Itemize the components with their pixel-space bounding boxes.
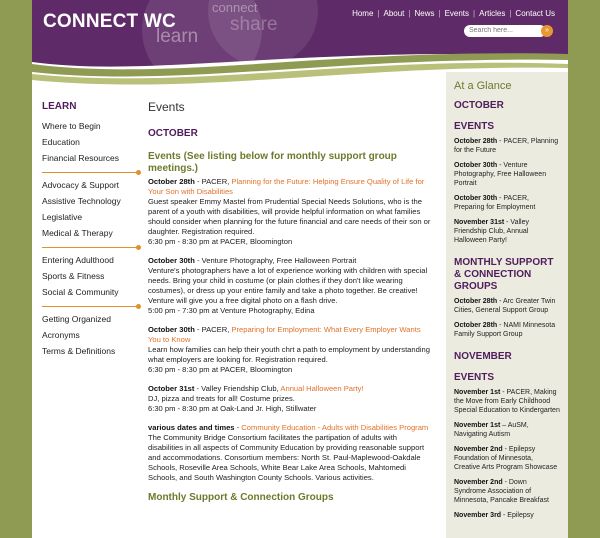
event-host: - PACER, [194, 325, 232, 334]
event-host: - Venture Photography, Free Halloween Portrait [194, 256, 357, 265]
event-link[interactable]: Annual Halloween Party! [280, 384, 364, 393]
event-date: October 28th [148, 177, 195, 186]
sidebar-item-sports-fitness[interactable]: Sports & Fitness [42, 271, 105, 281]
glance-event[interactable] [454, 218, 560, 245]
sidebar-nav [42, 101, 138, 359]
event-item [148, 177, 432, 247]
sidebar-item-getting-organized[interactable]: Getting Organized [42, 314, 111, 324]
sidebar-item-social-community[interactable]: Social & Community [42, 287, 119, 297]
event-item [148, 384, 432, 414]
event-body: Guest speaker Emmy Mastel from Prudential Special Needs Solutions, who is the parent of a youth with disabilities, will provide helpful information on what families should consider when planning for the future financial and care needs of their son or daughter. Registration required. [148, 197, 431, 236]
event-body: Venture's photographers have a lot of experience working with children with special needs. Bring your child in costume (or plain clothes if they don't like wearing costumes), or dress up your entire family and take a photo together. Be creative! Venture will give you a free digital photo on a flash drive. [148, 266, 428, 305]
nav-separator: | [509, 9, 512, 18]
nav-contact-us[interactable]: Contact Us [515, 9, 555, 18]
event-host: - [234, 423, 242, 432]
sidebar-divider [42, 306, 138, 307]
glance-event[interactable] [454, 511, 560, 520]
event-link[interactable]: Planning for the Future: Helping Ensure Quality of Life for Your Son with Disabilities [148, 177, 425, 196]
glance-event-date: October 28th [454, 138, 498, 145]
event-item [148, 423, 432, 483]
nav-events[interactable]: Events [444, 9, 470, 18]
glance-event-date: October 30th [454, 195, 498, 202]
search-go-icon[interactable]: » [541, 25, 553, 37]
top-nav [348, 9, 559, 18]
event-time: 6:30 pm - 8:30 pm at Oak-Land Jr. High, Stillwater [148, 404, 317, 413]
at-a-glance-panel [446, 72, 568, 538]
event-host: - Valley Friendship Club, [194, 384, 281, 393]
sidebar-item-legislative[interactable]: Legislative [42, 212, 83, 222]
page [32, 0, 568, 538]
main-content [148, 100, 432, 503]
event-time: 5:00 pm - 7:30 pm at Venture Photography, Edina [148, 306, 315, 315]
glance-event-date: November 1st [454, 422, 501, 429]
nav-separator: | [377, 9, 380, 18]
glance-event[interactable] [454, 421, 560, 439]
tagline-share: share [230, 14, 278, 35]
glance-month-november: NOVEMBER [454, 351, 512, 362]
glance-event-date: October 28th [454, 298, 498, 305]
event-time: 6:30 pm - 8:30 pm at PACER, Bloomington [148, 237, 293, 246]
tagline-connect: connect [212, 0, 258, 15]
sidebar-item-assistive-technology[interactable]: Assistive Technology [42, 196, 121, 206]
event-date: October 30th [148, 256, 195, 265]
glance-event[interactable] [454, 445, 560, 472]
page-title: Events [148, 100, 185, 114]
event-date: various dates and times [148, 423, 235, 432]
event-body: The Community Bridge Consortium facilitates the partipation of adults with disabilities in all aspects of Community Education by providing reasonable support and accommodations. Consortium members: North St. Paul-Maplewood-Oakdale Schools, Roseville Area Schools, White Bear Lake Area Schools, Mahtomedi Schools, and South Washington County Schools. Various activities. [148, 433, 425, 482]
event-body: DJ, pizza and treats for all! Costume prizes. [148, 394, 295, 403]
month-heading: OCTOBER [148, 128, 198, 139]
event-link[interactable]: Community Education - Adults with Disabilities Program [241, 423, 429, 432]
sidebar-divider [42, 172, 138, 173]
glance-event[interactable] [454, 137, 560, 155]
glance-event-text: - PACER, Making the Move from Early Childhood Special Education to Kindergarten [454, 389, 560, 414]
glance-events-heading: EVENTS [454, 121, 495, 132]
glance-event[interactable] [454, 161, 560, 188]
glance-event-text: - PACER, Planning for the Future [454, 138, 559, 154]
events-heading: Events (See listing below for monthly support group meetings.) [148, 151, 397, 174]
sidebar-item-advocacy-support[interactable]: Advocacy & Support [42, 180, 120, 190]
search-input[interactable] [464, 25, 546, 37]
glance-support-item[interactable] [454, 321, 560, 339]
glance-events-heading: EVENTS [454, 372, 495, 383]
nav-separator: | [438, 9, 441, 18]
sidebar-item-financial-resources[interactable]: Financial Resources [42, 153, 120, 163]
nav-about[interactable]: About [383, 9, 405, 18]
glance-event-date: October 30th [454, 162, 498, 169]
event-body: Learn how families can help their youth chrt a path to employment by understanding what employers are looking for. Registration required. [148, 345, 430, 364]
sidebar-item-acronyms[interactable]: Acronyms [42, 330, 80, 340]
event-item [148, 325, 432, 375]
sidebar-item-terms-definitions[interactable]: Terms & Definitions [42, 346, 116, 356]
event-host: - PACER, [194, 177, 232, 186]
glance-support-item[interactable] [454, 297, 560, 315]
divider-dot-icon [136, 170, 141, 175]
glance-event-date: November 31st [454, 219, 505, 226]
glance-event-text: – AuSM, Navigating Autism [454, 422, 529, 438]
sidebar-item-where-to-begin[interactable]: Where to Begin [42, 121, 101, 131]
glance-event-text: - Venture Photography, Free Halloween Portrait [454, 162, 547, 187]
sidebar-item-education[interactable]: Education [42, 137, 80, 147]
nav-separator: | [473, 9, 476, 18]
event-date: October 30th [148, 325, 195, 334]
monthly-groups-heading: Monthly Support & Connection Groups [148, 492, 334, 503]
site-logo[interactable]: CONNECT WC [43, 11, 176, 32]
nav-articles[interactable]: Articles [479, 9, 506, 18]
glance-event-date: November 2nd [454, 446, 503, 453]
tagline-learn: learn [156, 26, 199, 47]
glance-event-date: November 1st [454, 389, 501, 396]
nav-separator: | [408, 9, 411, 18]
nav-home[interactable]: Home [352, 9, 374, 18]
nav-news[interactable]: News [414, 9, 435, 18]
sidebar-title: LEARN [42, 101, 77, 112]
sidebar-divider [42, 247, 138, 248]
glance-event[interactable] [454, 478, 560, 505]
event-item [148, 256, 432, 316]
glance-month-october: OCTOBER [454, 100, 504, 111]
glance-event-date: November 3rd [454, 512, 502, 519]
glance-event-date: October 28th [454, 322, 498, 329]
glance-event-date: November 2nd [454, 479, 503, 486]
event-link[interactable]: Preparing for Employment: What Every Employer Wants You to Know [148, 325, 421, 344]
event-time: 6:30 pm - 8:30 pm at PACER, Bloomington [148, 365, 293, 374]
glance-support-heading: MONTHLY SUPPORT & CONNECTION GROUPS [454, 257, 554, 292]
sidebar-item-medical-therapy[interactable]: Medical & Therapy [42, 228, 113, 238]
glance-event-text: - Arc Greater Twin Cities, General Support Group [454, 298, 556, 314]
glance-event-text: - Down Syndrome Association of Minnesota, Pancake Breakfast [454, 479, 549, 504]
glance-event-text: - Epilepsy Foundation of Minnesota, Creative Arts Program Showcase [454, 446, 558, 471]
divider-dot-icon [136, 245, 141, 250]
divider-dot-icon [136, 304, 141, 309]
glance-title: At a Glance [454, 80, 512, 92]
event-date: October 31st [148, 384, 195, 393]
glance-event-text: - Epilepsy [501, 512, 534, 519]
glance-event-text: - NAMI Minnesota Family Support Group [454, 322, 556, 338]
glance-event-text: - Valley Friendship Club, Annual Halloween Party! [454, 219, 529, 244]
glance-event[interactable] [454, 194, 560, 212]
glance-event-text: - PACER, Preparing for Employment [454, 195, 536, 211]
sidebar-item-entering-adulthood[interactable]: Entering Adulthood [42, 255, 114, 265]
glance-event[interactable] [454, 388, 560, 415]
